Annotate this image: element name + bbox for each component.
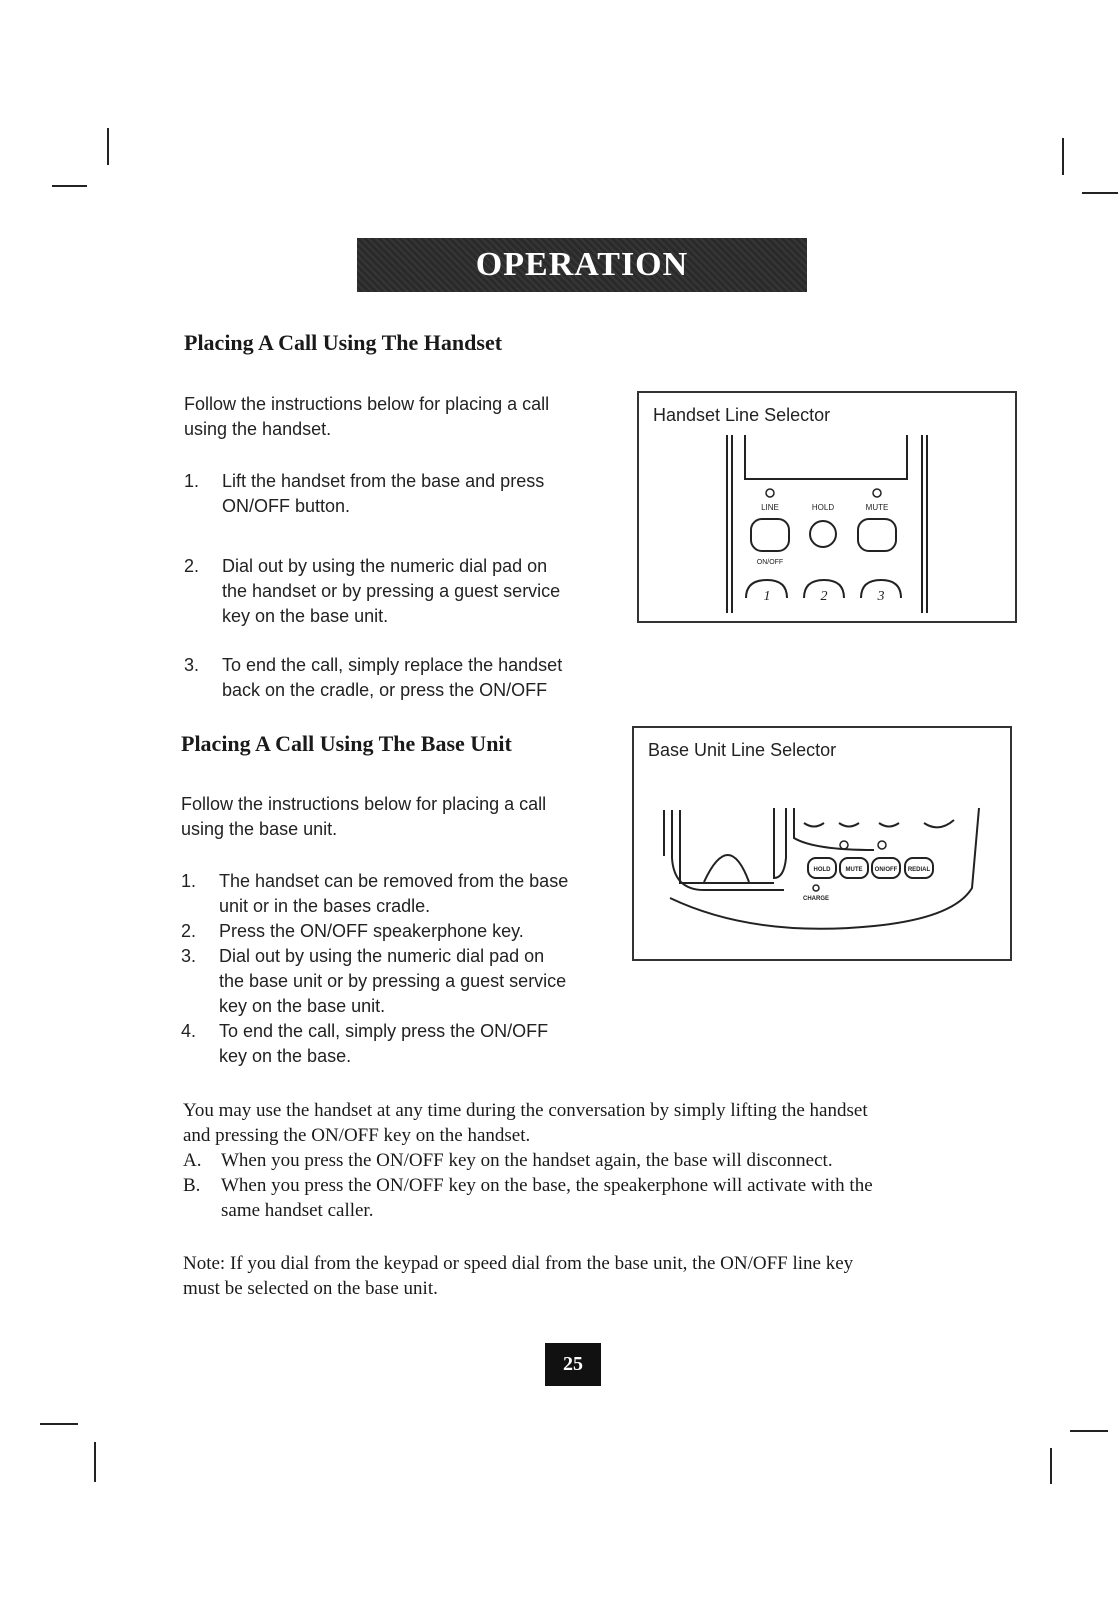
figure-caption: Handset Line Selector [653, 405, 831, 425]
handset-section-heading: Placing A Call Using The Handset [184, 330, 503, 355]
step-number: 1. [181, 871, 197, 891]
line-key-label: LINE [761, 503, 779, 512]
hold-key-label: HOLD [813, 867, 831, 873]
note-line: must be selected on the base unit. [183, 1278, 438, 1299]
base-unit-section-heading: Placing A Call Using The Base Unit [181, 731, 512, 756]
step-number: 2. [184, 556, 200, 576]
crop-mark [94, 1442, 96, 1482]
step-line: To end the call, simply replace the handset [222, 655, 563, 675]
list-item [181, 944, 621, 1019]
step-line: key on the base. [219, 1046, 352, 1066]
intro-line: Follow the instructions below for placing a call [184, 394, 550, 414]
crop-mark [52, 185, 87, 187]
step-number: 3. [184, 655, 200, 675]
usage-paragraph [183, 1098, 1013, 1223]
list-item [181, 869, 621, 919]
item-label: B. [183, 1175, 201, 1196]
onoff-key-label: ON/OFF [756, 559, 784, 566]
base-unit-intro [181, 792, 621, 842]
figure-caption: Base Unit Line Selector [648, 740, 837, 760]
list-item [181, 1019, 621, 1069]
crop-mark [107, 128, 109, 165]
page-number: 25 [545, 1343, 601, 1386]
item-line: When you press the ON/OFF key on the base, the speakerphone will activate with the [221, 1175, 873, 1196]
step-line: back on the cradle, or press the ON/OFF [222, 680, 548, 700]
step-number: 1. [184, 471, 200, 491]
item-label: A. [183, 1150, 202, 1171]
step-line: ON/OFF button. [222, 496, 351, 516]
base-unit-illustration [634, 728, 1010, 959]
redial-key-label: REDIAL [907, 867, 931, 873]
step-line: the handset or by pressing a guest service [222, 581, 561, 601]
intro-line: Follow the instructions below for placing a call [181, 794, 547, 814]
paragraph-line: and pressing the ON/OFF key on the handset. [183, 1125, 531, 1146]
step-line: Press the ON/OFF speakerphone key. [219, 921, 524, 941]
paragraph-line: You may use the handset at any time during the conversation by simply lifting the handset [183, 1100, 868, 1121]
hold-key-label: HOLD [811, 503, 835, 512]
crop-mark [1082, 192, 1118, 194]
crop-mark [1070, 1430, 1108, 1432]
handset-intro [184, 392, 624, 442]
handset-illustration [639, 393, 1015, 621]
onoff-key-label: ON/OFF [874, 867, 898, 873]
step-number: 2. [181, 921, 197, 941]
step-line: Lift the handset from the base and press [222, 471, 545, 491]
list-item [183, 1148, 1013, 1173]
list-item [183, 1173, 1013, 1223]
note-paragraph [183, 1251, 1013, 1301]
step-number: 3. [181, 946, 197, 966]
step-line: The handset can be removed from the base [219, 871, 569, 891]
step-line: Dial out by using the numeric dial pad on [219, 946, 545, 966]
base-unit-line-selector-figure [632, 726, 1012, 961]
step-line: To end the call, simply press the ON/OFF [219, 1021, 549, 1041]
step-line: unit or in the bases cradle. [219, 896, 431, 916]
section-banner [357, 238, 807, 292]
key-1-label: 1 [763, 589, 771, 604]
list-item [184, 554, 624, 629]
base-unit-steps [181, 869, 621, 1069]
intro-line: using the handset. [184, 419, 332, 439]
list-item [184, 469, 624, 519]
crop-mark [1050, 1448, 1052, 1484]
charge-indicator-label: CHARGE [802, 896, 830, 902]
crop-mark [40, 1423, 78, 1425]
mute-key-label: MUTE [865, 503, 889, 512]
step-line: Dial out by using the numeric dial pad on [222, 556, 548, 576]
list-item [181, 919, 621, 944]
item-line: same handset caller. [221, 1200, 374, 1221]
banner-title: OPERATION [475, 246, 689, 283]
mute-key-label: MUTE [845, 867, 863, 873]
crop-mark [1062, 138, 1064, 175]
step-line: the base unit or by pressing a guest service [219, 971, 567, 991]
handset-steps [184, 469, 624, 703]
list-item [184, 653, 624, 703]
key-3-label: 3 [877, 589, 885, 604]
step-number: 4. [181, 1021, 197, 1041]
step-line: key on the base unit. [222, 606, 389, 626]
key-2-label: 2 [820, 589, 828, 604]
item-line: When you press the ON/OFF key on the handset again, the base will disconnect. [221, 1150, 833, 1171]
handset-line-selector-figure [637, 391, 1017, 623]
step-line: key on the base unit. [219, 996, 386, 1016]
note-line: Note: If you dial from the keypad or speed dial from the base unit, the ON/OFF line key [183, 1253, 854, 1274]
intro-line: using the base unit. [181, 819, 338, 839]
